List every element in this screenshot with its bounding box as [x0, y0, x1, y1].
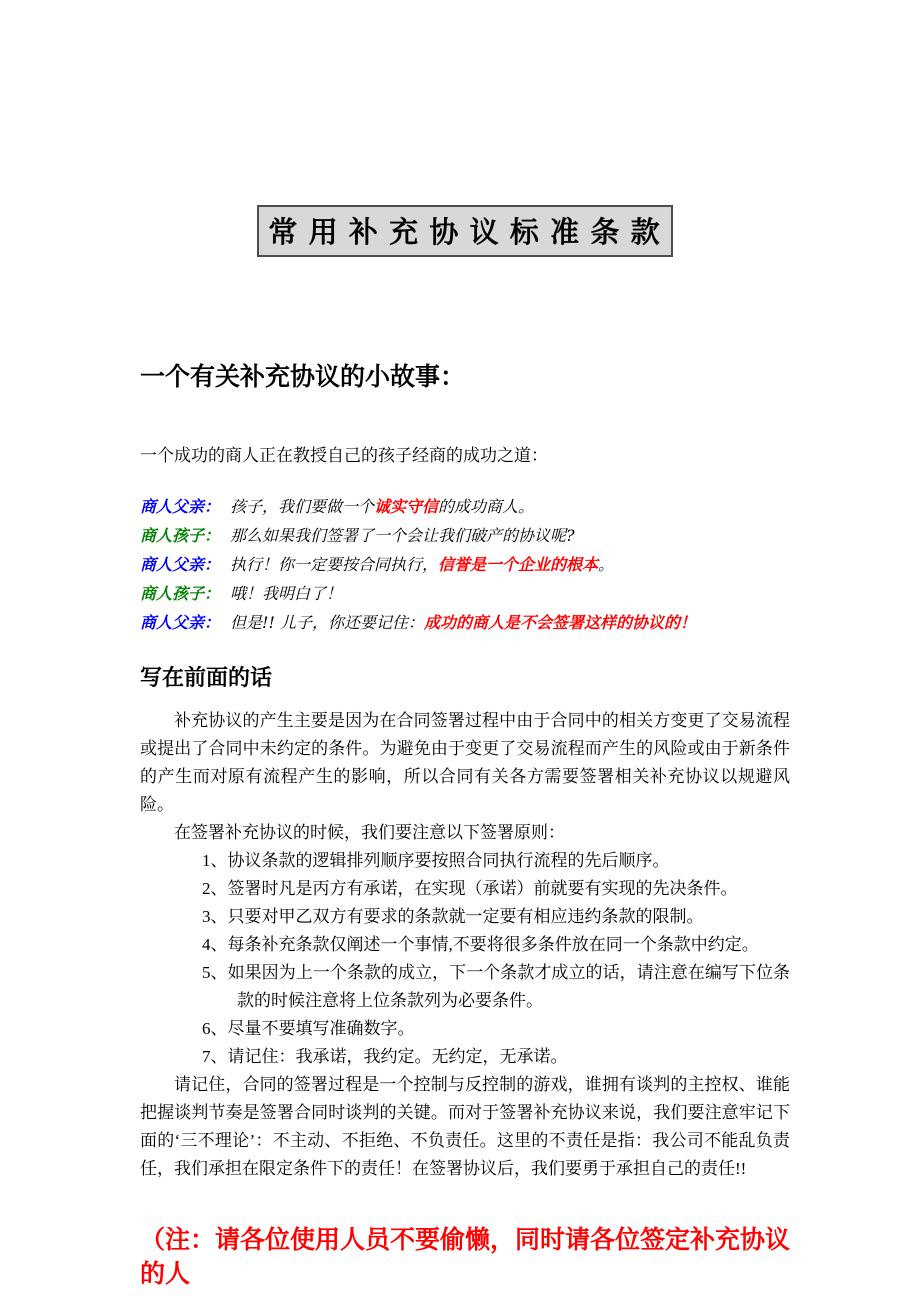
- dialogue-segment: 。: [598, 555, 615, 574]
- dialogue-line: [140, 579, 790, 608]
- principle-text: 如果因为上一个条款的成立，下一个条款才成立的话，请注意在编写下位条款的时候注意将上位条款列为必要条件。: [227, 963, 791, 1010]
- principle-text: 每条补充条款仅阐述一个事情,不要将很多条件放在同一个条款中约定。: [227, 935, 759, 954]
- dialogue-speaker: 商人孩子：: [140, 526, 221, 545]
- principle-text: 协议条款的逻辑排列顺序要按照合同执行流程的先后顺序。: [227, 851, 670, 870]
- principle-item: [140, 931, 790, 959]
- dialogue-segment: 孩子，我们要做一个: [230, 497, 375, 516]
- dialogue-segment: 诚实守信: [374, 497, 439, 516]
- dialogue-segment: 成功的商人是不会签署这样的协议的！: [423, 613, 696, 632]
- principle-number: 1、: [202, 851, 228, 870]
- dialogue-segment: 哦！我明白了！: [230, 584, 343, 603]
- preface-paragraph-1: 补充协议的产生主要是因为在合同签署过程中由于合同中的相关方变更了交易流程或提出了合同中未约定的条件。为避免由于变更了交易流程而产生的风险或由于新条件的产生而对原有流程产生的影响，所以合同有关各方需要签署相关补充协议以规避风险。: [140, 711, 790, 814]
- principle-item: [140, 1015, 790, 1043]
- dialogue-line: [140, 608, 790, 637]
- principle-text: 只要对甲乙双方有要求的条款就一定要有相应违约条款的限制。: [227, 907, 704, 926]
- principle-item: [140, 903, 790, 931]
- dialogue-segment: 的成功商人。: [438, 497, 535, 516]
- principle-text: 尽量不要填写准确数字。: [227, 1019, 415, 1038]
- principle-text: 请记住：我承诺，我约定。无约定，无承诺。: [227, 1047, 568, 1066]
- dialogue-segment: 那么如果我们签署了一个会让我们破产的协议呢?: [230, 526, 575, 545]
- dialogue-speaker: 商人父亲：: [140, 613, 221, 632]
- dialogue-line: [140, 521, 790, 550]
- principle-item: [140, 847, 790, 875]
- dialogue-speaker: 商人孩子：: [140, 584, 221, 603]
- preface-paragraph-2: 请记住，合同的签署过程是一个控制与反控制的游戏，谁拥有谈判的主控权、谁能把握谈判节奏是签署合同时谈判的关键。而对于签署补充协议来说，我们要注意牢记下面的‘三不理论’：不主动、不拒绝、不负责任。这里的不责任是指：我公司不能乱负责任，我们承担在限定条件下的责任！在签署协议后，我们要勇于承担自己的责任!!: [140, 1075, 790, 1178]
- principle-item: [140, 875, 790, 903]
- principle-item: [140, 1043, 790, 1071]
- principle-text: 签署时凡是丙方有承诺，在实现（承诺）前就要有实现的先决条件。: [227, 879, 738, 898]
- dialogue-segment: 执行！你一定要按合同执行，: [230, 555, 439, 574]
- principles-lead: 在签署补充协议的时候，我们要注意以下签署原则：: [174, 823, 565, 842]
- dialogue-segment: 信誉是一个企业的根本: [438, 555, 599, 574]
- story-intro: 一个成功的商人正在教授自己的孩子经商的成功之道：: [140, 446, 548, 465]
- document-title: 常 用 补 充 协 议 标 准 条 款: [257, 205, 672, 257]
- principle-number: 5、: [202, 963, 228, 982]
- principle-number: 4、: [202, 935, 228, 954]
- principle-number: 3、: [202, 907, 228, 926]
- principle-item: [140, 959, 790, 1015]
- principle-number: 7、: [202, 1047, 228, 1066]
- principles-list: [140, 847, 790, 1071]
- preface-heading: 写在前面的话: [140, 665, 273, 690]
- dialogue-speaker: 商人父亲：: [140, 555, 221, 574]
- dialogue-line: [140, 550, 790, 579]
- dialogue-speaker: 商人父亲：: [140, 497, 221, 516]
- note-text: （注：请各位使用人员不要偷懒，同时请各位签定补充协议的人: [140, 1226, 791, 1288]
- dialogue-section: [140, 492, 790, 637]
- principle-number: 2、: [202, 879, 228, 898]
- story-heading: 一个有关补充协议的小故事：: [140, 364, 466, 391]
- dialogue-segment: 但是!! 儿子，你还要记住：: [230, 613, 424, 632]
- principle-number: 6、: [202, 1019, 228, 1038]
- dialogue-line: [140, 492, 790, 521]
